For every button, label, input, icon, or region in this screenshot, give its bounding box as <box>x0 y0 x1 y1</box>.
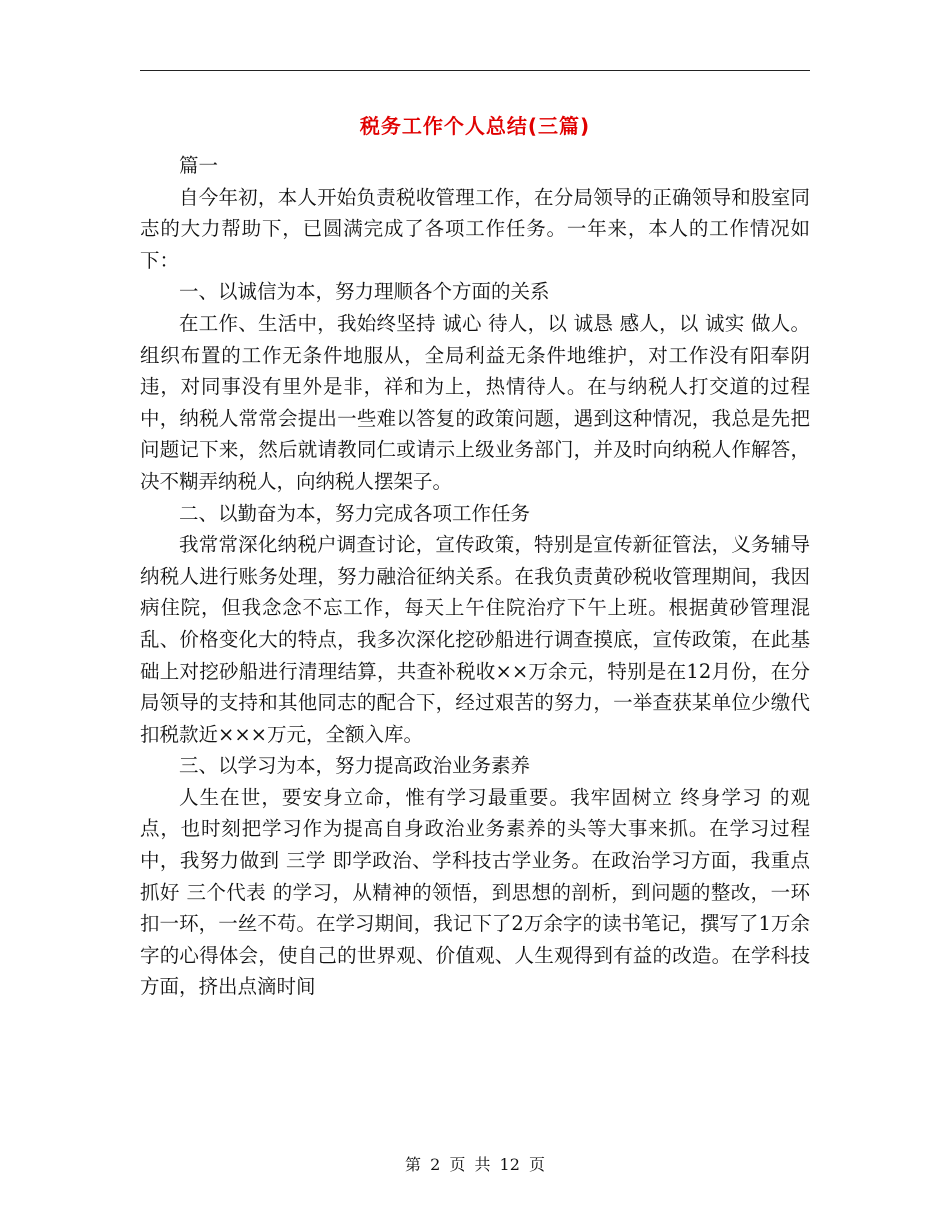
section-heading-learning: 三、以学习为本，努力提高政治业务素养 <box>179 754 531 778</box>
document-body <box>140 150 810 1003</box>
section-heading-diligence: 二、以勤奋为本，努力完成各项工作任务 <box>179 501 531 525</box>
integrity-paragraph: 在工作、生活中，我始终坚持 诚心 待人，以 诚恳 感人，以 诚实 做人。组织布置的工作无条件地服从，全局利益无条件地维护，对工作没有阳奉阴违，对同事没有里外是非，祥和为上，热情待人。在与纳税人打交道的过程中，纳税人常常会提出一些难以答复的政策问题，遇到这种情况，我总是先把问题记下来，然后就请教同仁或请示上级业务部门，并及时向纳税人作解答，决不糊弄纳税人，向纳税人摆架子。 <box>140 311 810 493</box>
header-rule <box>140 70 810 71</box>
learning-paragraph: 人生在世，要安身立命，惟有学习最重要。我牢固树立 终身学习 的观点，也时刻把学习作为提高自身政治业务素养的头等大事来抓。在学习过程中，我努力做到 三学 即学政治、学科技古学业务。在政治学习方面，我重点抓好 三个代表 的学习，从精神的领悟，到思想的剖析，到问题的整改，一环扣一环，一丝不苟。在学习期间，我记下了2万余字的读书笔记，撰写了1万余字的心得体会，使自己的世界观、价值观、人生观得到有益的改造。在学科技方面，挤出点滴时间 <box>140 785 810 999</box>
section-heading-part-one: 篇一 <box>179 154 219 177</box>
document-title: 税务工作个人总结(三篇) <box>359 114 591 138</box>
page-number: 第 2 页 共 12 页 <box>405 1155 545 1174</box>
diligence-paragraph: 我常常深化纳税户调查讨论，宣传政策，特别是宣传新征管法，义务辅导纳税人进行账务处理，努力融洽征纳关系。在我负责黄砂税收管理期间，我因病住院，但我念念不忘工作，每天上午住院治疗下午上班。根据黄砂管理混乱、价格变化大的特点，我多次深化挖砂船进行调查摸底，宣传政策，在此基础上对挖砂船进行清理结算，共查补税收××万余元，特别是在12月份，在分局领导的支持和其他同志的配合下，经过艰苦的努力，一举查获某单位少缴代扣税款近×××万元，全额入库。 <box>140 533 810 746</box>
intro-paragraph: 自今年初，本人开始负责税收管理工作，在分局领导的正确领导和股室同志的大力帮助下，已圆满完成了各项工作任务。一年来，本人的工作情况如下： <box>140 185 810 272</box>
section-heading-integrity: 一、以诚信为本，努力理顺各个方面的关系 <box>179 280 550 304</box>
